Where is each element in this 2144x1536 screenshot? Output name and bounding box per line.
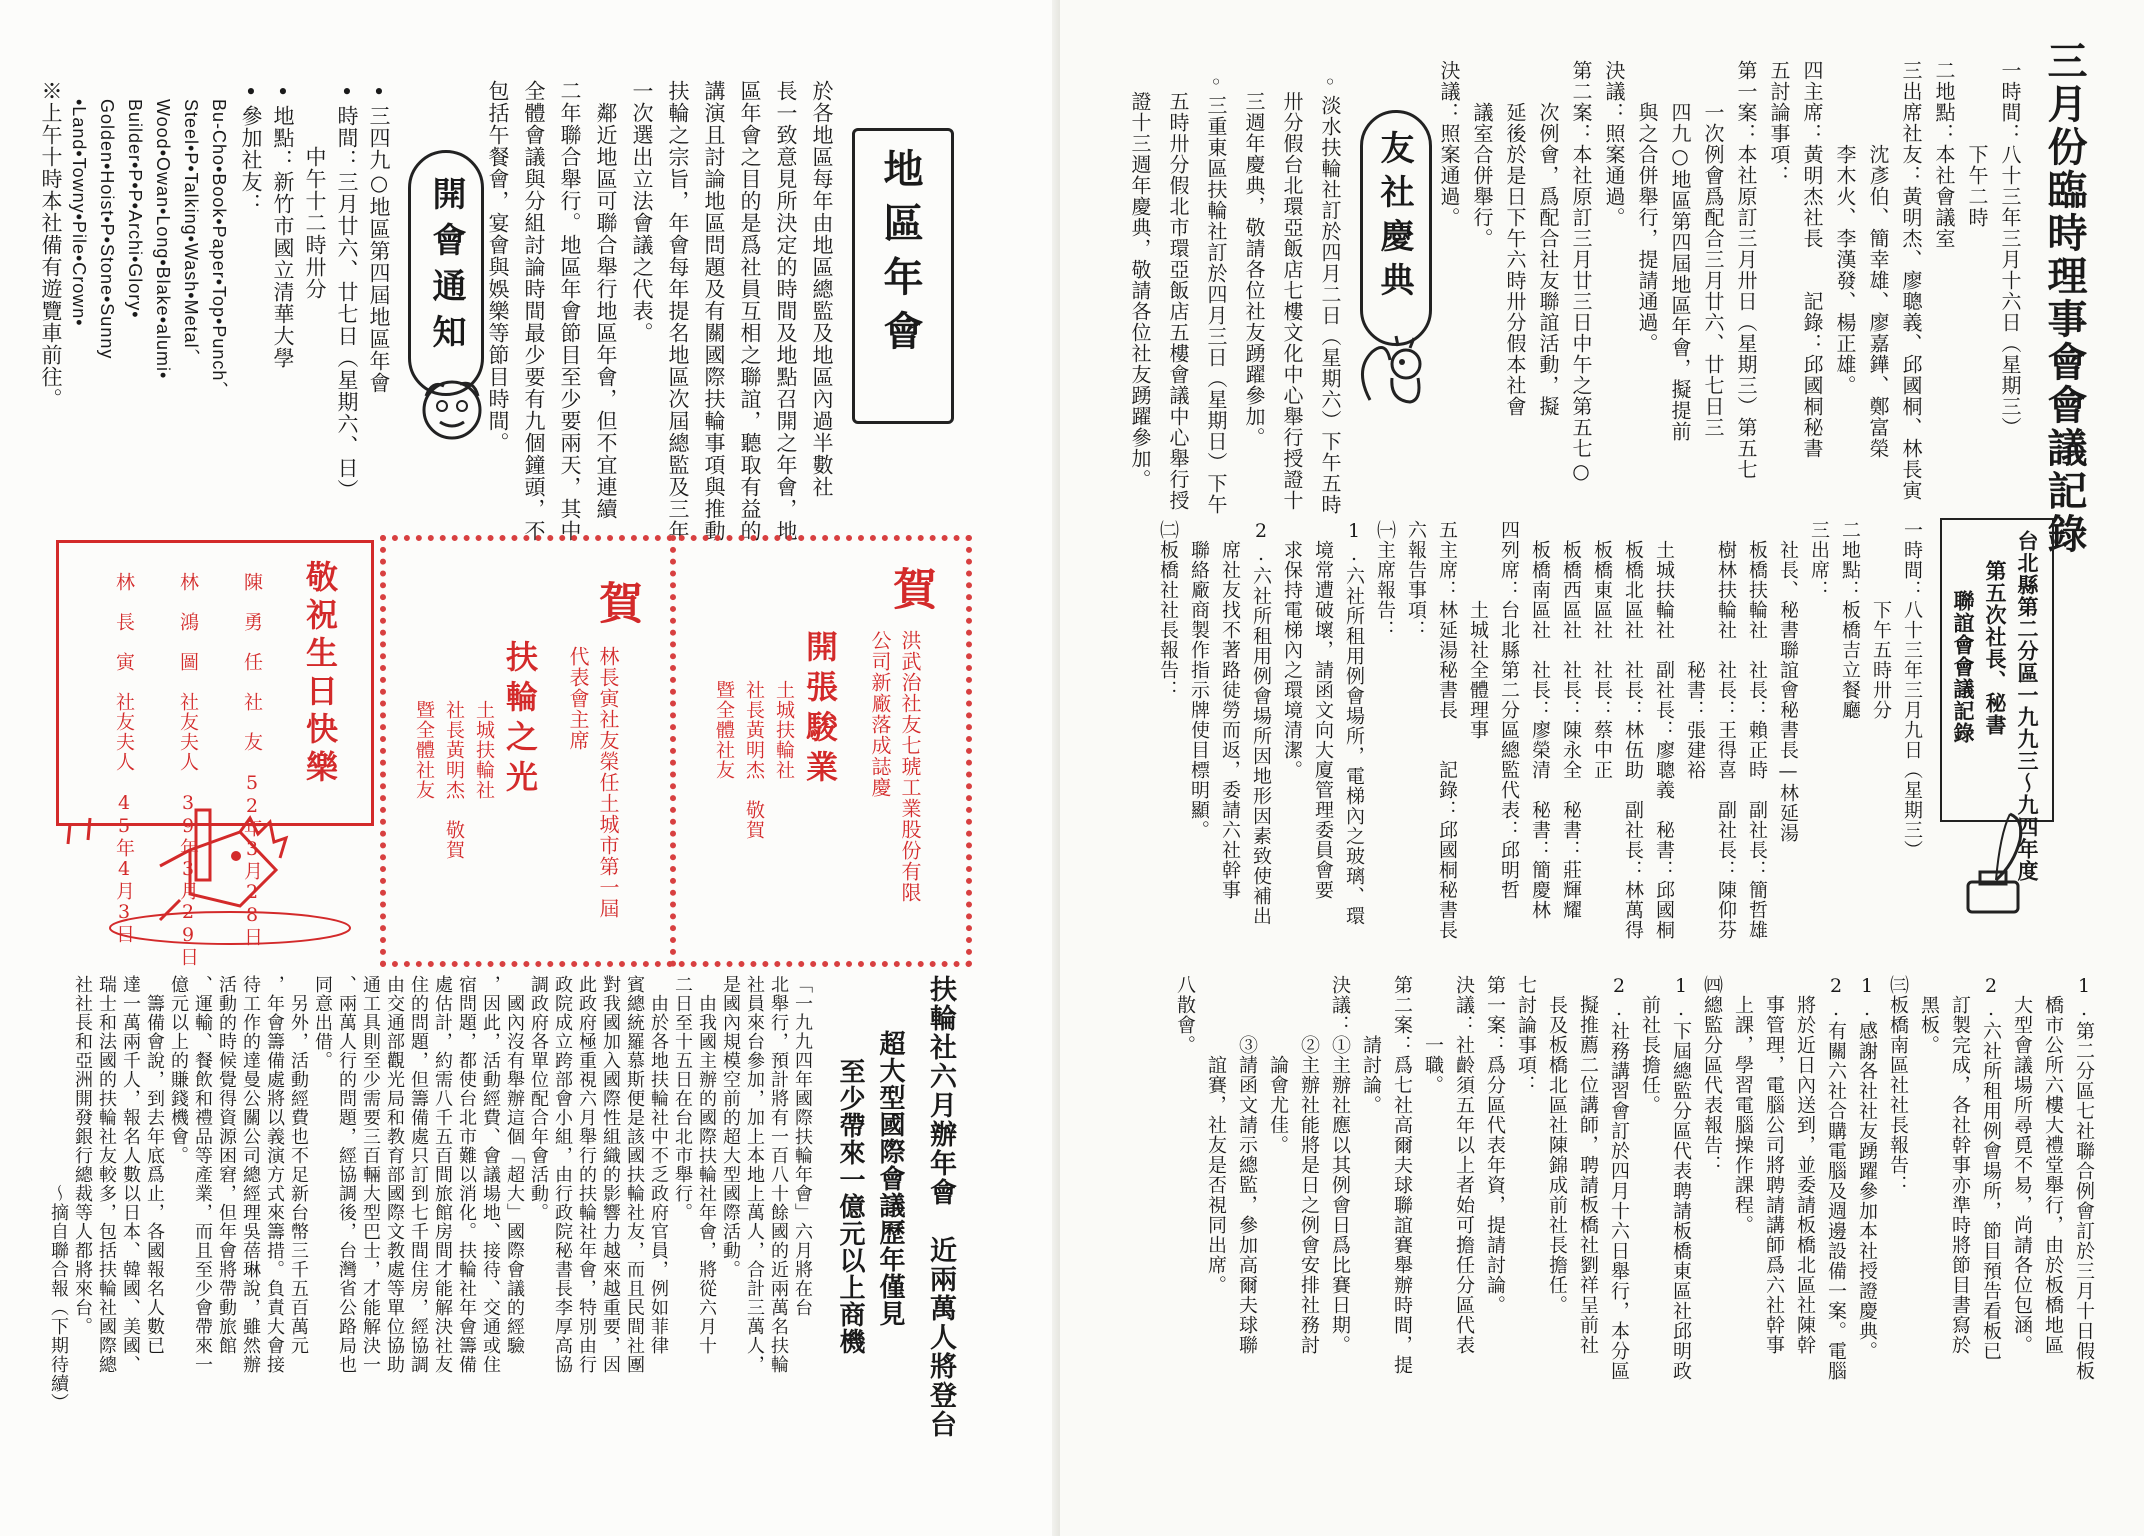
- meeting-notice-body: [40, 80, 396, 500]
- body-line: 土城社全體理事: [1467, 520, 1489, 740]
- news-headline: 扶輪社六月辦年會 近兩萬人將登台: [925, 975, 956, 1439]
- body-line: 1.下屆總監分區代表聘請板橋東區社邱明政: [1670, 975, 1692, 1381]
- light-signature: 土城扶輪社: [473, 700, 495, 800]
- body-line: 鄰近地區可聯合舉行地區年會，但不宜連續: [594, 80, 618, 520]
- body-line: 「一九九四年國際扶輪年會」六月將在台: [792, 975, 813, 1317]
- body-line: 三週年慶典，敬請各位社友踴躍參加。: [1242, 70, 1266, 448]
- body-line: 訂製完成，各社幹事亦準時將節目書寫於: [1949, 975, 1971, 1355]
- body-line: ㈢板橋南區社社長報告：: [1887, 975, 1909, 1195]
- body-line: 對我國加入國際性組織的影響力越來越重要，因: [600, 975, 621, 1374]
- light-line: 林長寅社友榮任土城市第一屆: [596, 646, 620, 919]
- body-line: ㈡板橋社社長報告：: [1157, 520, 1179, 700]
- body-line: 五主席：林延湯秘書長 記錄：邱國桐秘書長: [1436, 520, 1458, 940]
- body-line: 宿問題，都使台北市難以消化。扶輪社年會籌備: [456, 975, 477, 1374]
- opening-line: 公司新廠落成誌慶: [868, 630, 892, 798]
- body-line: 住的問題，但籌備處只訂到七千間住房，經協調: [408, 975, 429, 1374]
- body-line: •地點：新竹市國立清華大學: [271, 80, 295, 369]
- body-line: 沈彥伯、簡幸雄、廖嘉鏵、鄭富榮: [1866, 60, 1890, 459]
- birthday-mascot-icon: [40, 810, 370, 950]
- body-line: •時間：三月廿六、廿七日（星期六、日）: [335, 80, 359, 501]
- body-line: •三四九○地區第四屆地區年會: [367, 80, 391, 394]
- body-line: 事管理，電腦公司將聘請講師爲六社幹事: [1763, 975, 1785, 1355]
- body-line: 請討論。: [1360, 975, 1382, 1115]
- body-line: ②主辦社能將是日之例會安排社務討: [1298, 975, 1320, 1355]
- body-line: 社員來台參加，加上本地上萬人，合計三萬人，: [744, 975, 765, 1374]
- body-line: ，年會籌備處將以義演方式來籌措。負責大會接: [264, 975, 285, 1374]
- body-line: 證十三週年慶典，敬請各位社友踴躍參加。: [1128, 70, 1152, 490]
- body-line: 此政府極重視六月舉行的扶輪社年會，特別由行: [576, 975, 597, 1374]
- birthday-title: 敬祝生日快樂: [301, 560, 339, 788]
- body-line: 賓總統羅慕斯便是該國扶輪社友，而且民間社團: [624, 975, 645, 1374]
- body-line: Wood•Owan•Long•Blake•alumi•: [153, 80, 173, 380]
- body-line: 橋市公所六樓大禮堂舉行，由於板橋地區: [2042, 975, 2064, 1355]
- body-line: 決議：照案通過。: [1602, 60, 1626, 228]
- body-line: ③請函文請示總監，參加高爾夫球聯: [1236, 975, 1258, 1355]
- body-line: 議室合併舉行。: [1470, 60, 1494, 249]
- body-line: 2.社務講習會訂於四月十六日舉行，本分區: [1608, 975, 1630, 1381]
- birthday-row: 陳 勇 任 社 友 52年3月28日: [241, 572, 263, 947]
- body-line: 是國內規模空前的超大型國際活動。: [720, 975, 741, 1279]
- body-line: 第一案：爲分區代表年資，提請討論。: [1484, 975, 1506, 1315]
- body-line: 卅分假台北環亞飯店七樓文化中心舉行授證十: [1280, 70, 1304, 511]
- body-line: 另外，活動經費也不足新台幣三千五百萬元: [288, 975, 309, 1355]
- body-line: 社長、秘書聯誼會秘書長—林延湯: [1777, 520, 1799, 843]
- body-line: 二地點：板橋吉立餐廳: [1839, 520, 1861, 720]
- body-line: 一職。: [1422, 975, 1444, 1095]
- body-line: 八散會。: [1174, 975, 1196, 1055]
- body-line: 次例會，爲配合社友聯誼活動，擬: [1536, 60, 1560, 417]
- body-line: 通工具則至少需要三百輛大型巴士，才能解決一: [360, 975, 381, 1374]
- body-line: 籌備會說，到去年底爲止，各國報名人數已: [144, 975, 165, 1355]
- opening-line: 洪武治社友七琥工業股份有限: [898, 630, 922, 903]
- celebration-title: 友社慶典: [1374, 130, 1414, 306]
- body-line: 由交通部觀光局和教育部國際文教處等單位協助: [384, 975, 405, 1374]
- body-line: 處估計，約需八千五百間旅館房間才能解決社友: [432, 975, 453, 1374]
- birthday-row: 林 長 寅 社友夫人 45年4月3日: [113, 572, 135, 944]
- body-line: 下午五時卅分: [1870, 520, 1892, 720]
- body-line: 、兩萬人行的問題，經協調後，台灣省公路局也: [336, 975, 357, 1374]
- body-line: Steel•P•Talking•Wash•Metal、: [181, 80, 201, 368]
- body-line: 第二案：本社原訂三月廿三日中午之第五七○: [1569, 60, 1593, 484]
- body-line: 板橋扶輪社 社長：賴正時 副社長：簡哲雄: [1746, 520, 1768, 940]
- body-line: 由於各地扶輪社中不乏政府官員，例如菲律: [648, 975, 669, 1355]
- body-line: ◦淡水扶輪社訂於四月二日（星期六）下午五時: [1318, 70, 1342, 515]
- body-line: 決議：照案通過。: [1437, 60, 1461, 228]
- body-line: 土城扶輪社 副社長：廖聰義 秘書：邱國桐: [1653, 520, 1675, 940]
- body-line: 決議：①主辦社應以其例會日爲比賽日期。: [1329, 975, 1351, 1355]
- body-line: 論會尤佳。: [1267, 975, 1289, 1155]
- joint-meeting-body: [1140, 520, 1930, 940]
- right-page: [1060, 0, 2144, 1536]
- body-line: ㈠主席報告：: [1374, 520, 1396, 640]
- body-line: 五時卅分假北市環亞飯店五樓會議中心舉行授: [1166, 70, 1190, 511]
- body-line: 二年聯合舉行。地區年會節目至少要兩天，其中: [558, 80, 582, 542]
- district-assembly-title: 地區年會: [877, 148, 924, 364]
- body-line: 下午二時: [1965, 60, 1989, 228]
- body-line: 長一致意見所決定的時間及地點召開之年會，地: [774, 80, 798, 542]
- body-line: 四列席：台北縣第二分區總監代表：邱明哲: [1498, 520, 1520, 900]
- squirrel-icon: [1350, 330, 1440, 410]
- body-line: 瑞士和法國的扶輪社友較多，包括扶輪社國際總: [96, 975, 117, 1374]
- body-line: 扶輪之宗旨，年會每年提名地區次屆總監及三年: [666, 80, 690, 542]
- body-line: 北舉行，預計將有一百八十餘國的近兩萬名扶輪: [768, 975, 789, 1374]
- body-line: 由我國主辦的國際扶輪社年會，將從六月十: [696, 975, 717, 1355]
- body-line: 上課，學習電腦操作課程。: [1732, 975, 1754, 1235]
- joint-meeting-title: 台北縣第二分區一九九三～九四年度: [2015, 530, 2040, 882]
- left-page: [0, 0, 1060, 1536]
- body-line: •參加社友：: [239, 80, 263, 215]
- congrats-mark: 賀: [591, 580, 642, 625]
- body-line: 二日至十五日在台北市舉行。: [672, 975, 693, 1222]
- quill-ink-icon: [1940, 810, 2050, 920]
- body-line: 於各地區每年由地區總監及地區內過半數社: [810, 80, 834, 498]
- joint-meeting-body-continued: [1140, 975, 2102, 1495]
- body-line: •Land•Towny•Pile•Crown•: [69, 80, 89, 327]
- news-subhead: 至少帶來一億元以上商機: [835, 1058, 865, 1355]
- meeting-notice-title: 開會通知: [426, 176, 466, 360]
- body-line: 達一萬兩千人，報名人數以日本、韓國、美國、: [120, 975, 141, 1374]
- light-headline: 扶輪之光: [501, 640, 539, 800]
- body-line: 板橋東區社 社長：蔡中正: [1591, 520, 1613, 780]
- body-line: 延後於是日下午六時卅分假本社會: [1503, 60, 1527, 417]
- body-line: ，因此，活動經費、會議場地、接待、交通或住: [480, 975, 501, 1374]
- light-signature: 社長黃明杰 敬賀: [443, 700, 465, 860]
- body-line: 一次例會爲配合三月廿六、廿七日三: [1701, 60, 1725, 438]
- news-subhead: 超大型國際會議歷年僅見: [875, 1030, 905, 1327]
- body-line: 求保持電梯內之環境清潔。: [1281, 520, 1303, 780]
- congrats-divider: [670, 535, 676, 967]
- body-line: ◦三重東區扶輪社訂於四月三日（星期日）下午: [1204, 70, 1228, 515]
- body-line: 一時間：八十三年三月九日（星期三）: [1901, 520, 1923, 860]
- body-line: 一次選出立法會議之代表。: [630, 80, 654, 344]
- body-line: 全體會議與分組討論時間最少要有九個鐘頭，不: [522, 80, 546, 542]
- body-line: 聯絡廠商製作指示牌使目標明顯。: [1188, 520, 1210, 840]
- body-line: 板橋北區社 社長：林伍助 副社長：林萬得: [1622, 520, 1644, 940]
- body-line: 決議：社齡須五年以上者始可擔任分區代表: [1453, 975, 1475, 1355]
- joint-meeting-title: 聯誼會會議記錄: [1951, 590, 1976, 744]
- body-line: 李木火、李漢發、楊正雄。: [1833, 60, 1857, 396]
- body-line: 中午十二時卅分: [303, 80, 327, 300]
- body-line: 活動的時候覺得資源困窘，但年會將帶動旅館: [216, 975, 237, 1355]
- body-line: 三出席：: [1808, 520, 1830, 600]
- body-line: 長及板橋北區社陳錦成前社長擔任。: [1546, 975, 1568, 1315]
- body-line: 2.六社所租用例會場所，節目預告看板已: [1980, 975, 2002, 1361]
- body-line: 同意出借。: [312, 975, 333, 1070]
- body-line: 境常遭破壞，請函文向大廈管理委員會要: [1312, 520, 1334, 900]
- body-line: 擬推薦二位講師，聘請板橋社劉祥呈前社: [1577, 975, 1599, 1355]
- body-line: 2.有關六社合購電腦及週邊設備一案。電腦: [1825, 975, 1847, 1381]
- opening-headline: 開張駿業: [801, 630, 839, 790]
- body-line: 將於近日內送到，並委請板橋北區社陳幹: [1794, 975, 1816, 1355]
- body-line: 席社友找不著路徒勞而返，委請六社幹事: [1219, 520, 1241, 900]
- body-line: 二地點：本社會議室: [1932, 60, 1956, 249]
- body-line: 樹林扶輪社 社長：王得喜 副社長：陳仰芬: [1715, 520, 1737, 940]
- body-line: 第二案：爲七社高爾夫球聯誼賽舉辦時間，提: [1391, 975, 1413, 1375]
- body-line: 、運輸、餐飲和禮品等產業，而且至少會帶來一: [192, 975, 213, 1374]
- opening-signature: 社長黃明杰 敬賀: [743, 680, 765, 840]
- body-line: 社社長和亞洲開發銀行總裁等人都將來台。: [72, 975, 93, 1336]
- body-line: Builder•P•P•Archi•Glory•: [125, 80, 145, 319]
- body-line: 七討論事項：: [1515, 975, 1537, 1095]
- body-line: 第一案：本社原訂三月卅日（星期三）第五七: [1734, 60, 1758, 480]
- body-line: Bu-Cho•Book•Paper•Top•Punch、: [209, 80, 229, 401]
- body-line: 1.六社所租用例會場所，電梯內之玻璃、環: [1343, 520, 1365, 926]
- body-line: 大型會議場所尋覓不易，尚請各位包涵。: [2011, 975, 2033, 1355]
- body-line: 黑板。: [1918, 975, 1940, 1055]
- body-line: 2.六社所租用例會場所因地形因素致使補出: [1250, 520, 1272, 926]
- body-line: 包括午餐會，宴會與娛樂等節目時間。: [486, 80, 510, 454]
- body-line: 四九○地區第四屆地區年會，擬提前: [1668, 60, 1692, 442]
- body-line: 前社長擔任。: [1639, 975, 1661, 1115]
- light-signature: 暨全體社友: [413, 700, 435, 800]
- body-line: 政院成立跨部會小組，由行政院秘書長李厚高協: [552, 975, 573, 1374]
- body-line: 講演且討論地區問題及有關國際扶輪事項與推動: [702, 80, 726, 542]
- board-minutes-body: [1437, 60, 2028, 501]
- body-line: 待工作的達曼公關公司總經理吳蓓琳說，雖然辦: [240, 975, 261, 1374]
- body-line: 區年會之目的是爲社員互相之聯誼，聽取有益的: [738, 80, 762, 542]
- body-line: 億元以上的賺錢機會。: [168, 975, 189, 1165]
- body-line: 五討論事項：: [1767, 60, 1791, 186]
- congrats-mark: 賀: [885, 566, 936, 611]
- opening-signature: 暨全體社友: [713, 680, 735, 780]
- body-line: 四主席：黃明杰社長 記錄：邱國桐秘書: [1800, 60, 1824, 459]
- body-line: 與之合併舉行，提請通過。: [1635, 60, 1659, 354]
- body-line: 國內沒有舉辦這個「超大」國際會議的經驗: [504, 975, 525, 1355]
- birthday-row: 林 鴻 圖 社友夫人 39年3月29日: [177, 572, 199, 967]
- body-line: 六報告事項：: [1405, 520, 1427, 640]
- body-line: 秘書：張建裕: [1684, 520, 1706, 780]
- body-line: 三出席社友：黃明杰、廖聰義、邱國桐、林長寅: [1899, 60, 1923, 501]
- district-assembly-body: [468, 80, 840, 542]
- body-line: 1.感謝各社社友踴躍參加本社授證慶典。: [1856, 975, 1878, 1361]
- body-line: ～摘自聯合報（下期待續）: [48, 975, 69, 1412]
- body-line: 誼賽，社友是否視同出席。: [1205, 975, 1227, 1295]
- body-line: 調政府各單位配合年會活動。: [528, 975, 549, 1222]
- body-line: ㈣總監分區代表報告：: [1701, 975, 1723, 1175]
- body-line: 1.第二分區七社聯合例會訂於三月十日假板: [2073, 975, 2095, 1381]
- light-line: 代表會主席: [566, 646, 590, 751]
- body-line: ※上午十時本社備有遊覽車前往。: [39, 80, 63, 410]
- board-minutes-title: 三月份臨時理事會會議記錄: [2041, 40, 2088, 556]
- body-line: Golden•Hoist•P•Stone•Sunny: [97, 80, 117, 360]
- celebration-body: [1120, 70, 1348, 515]
- joint-meeting-title: 第五次社長、秘書: [1983, 560, 2008, 736]
- body-line: 板橋西區社 社長：陳永全 秘書：莊輝耀: [1560, 520, 1582, 920]
- cartoon-face-icon: [412, 370, 492, 450]
- opening-signature: 土城扶輪社: [773, 680, 795, 780]
- body-line: 一時間：八十三年三月十六日（星期三）: [1998, 60, 2022, 438]
- body-line: 板橋南區社 社長：廖榮清 秘書：簡慶林: [1529, 520, 1551, 920]
- news-body: [48, 975, 820, 1495]
